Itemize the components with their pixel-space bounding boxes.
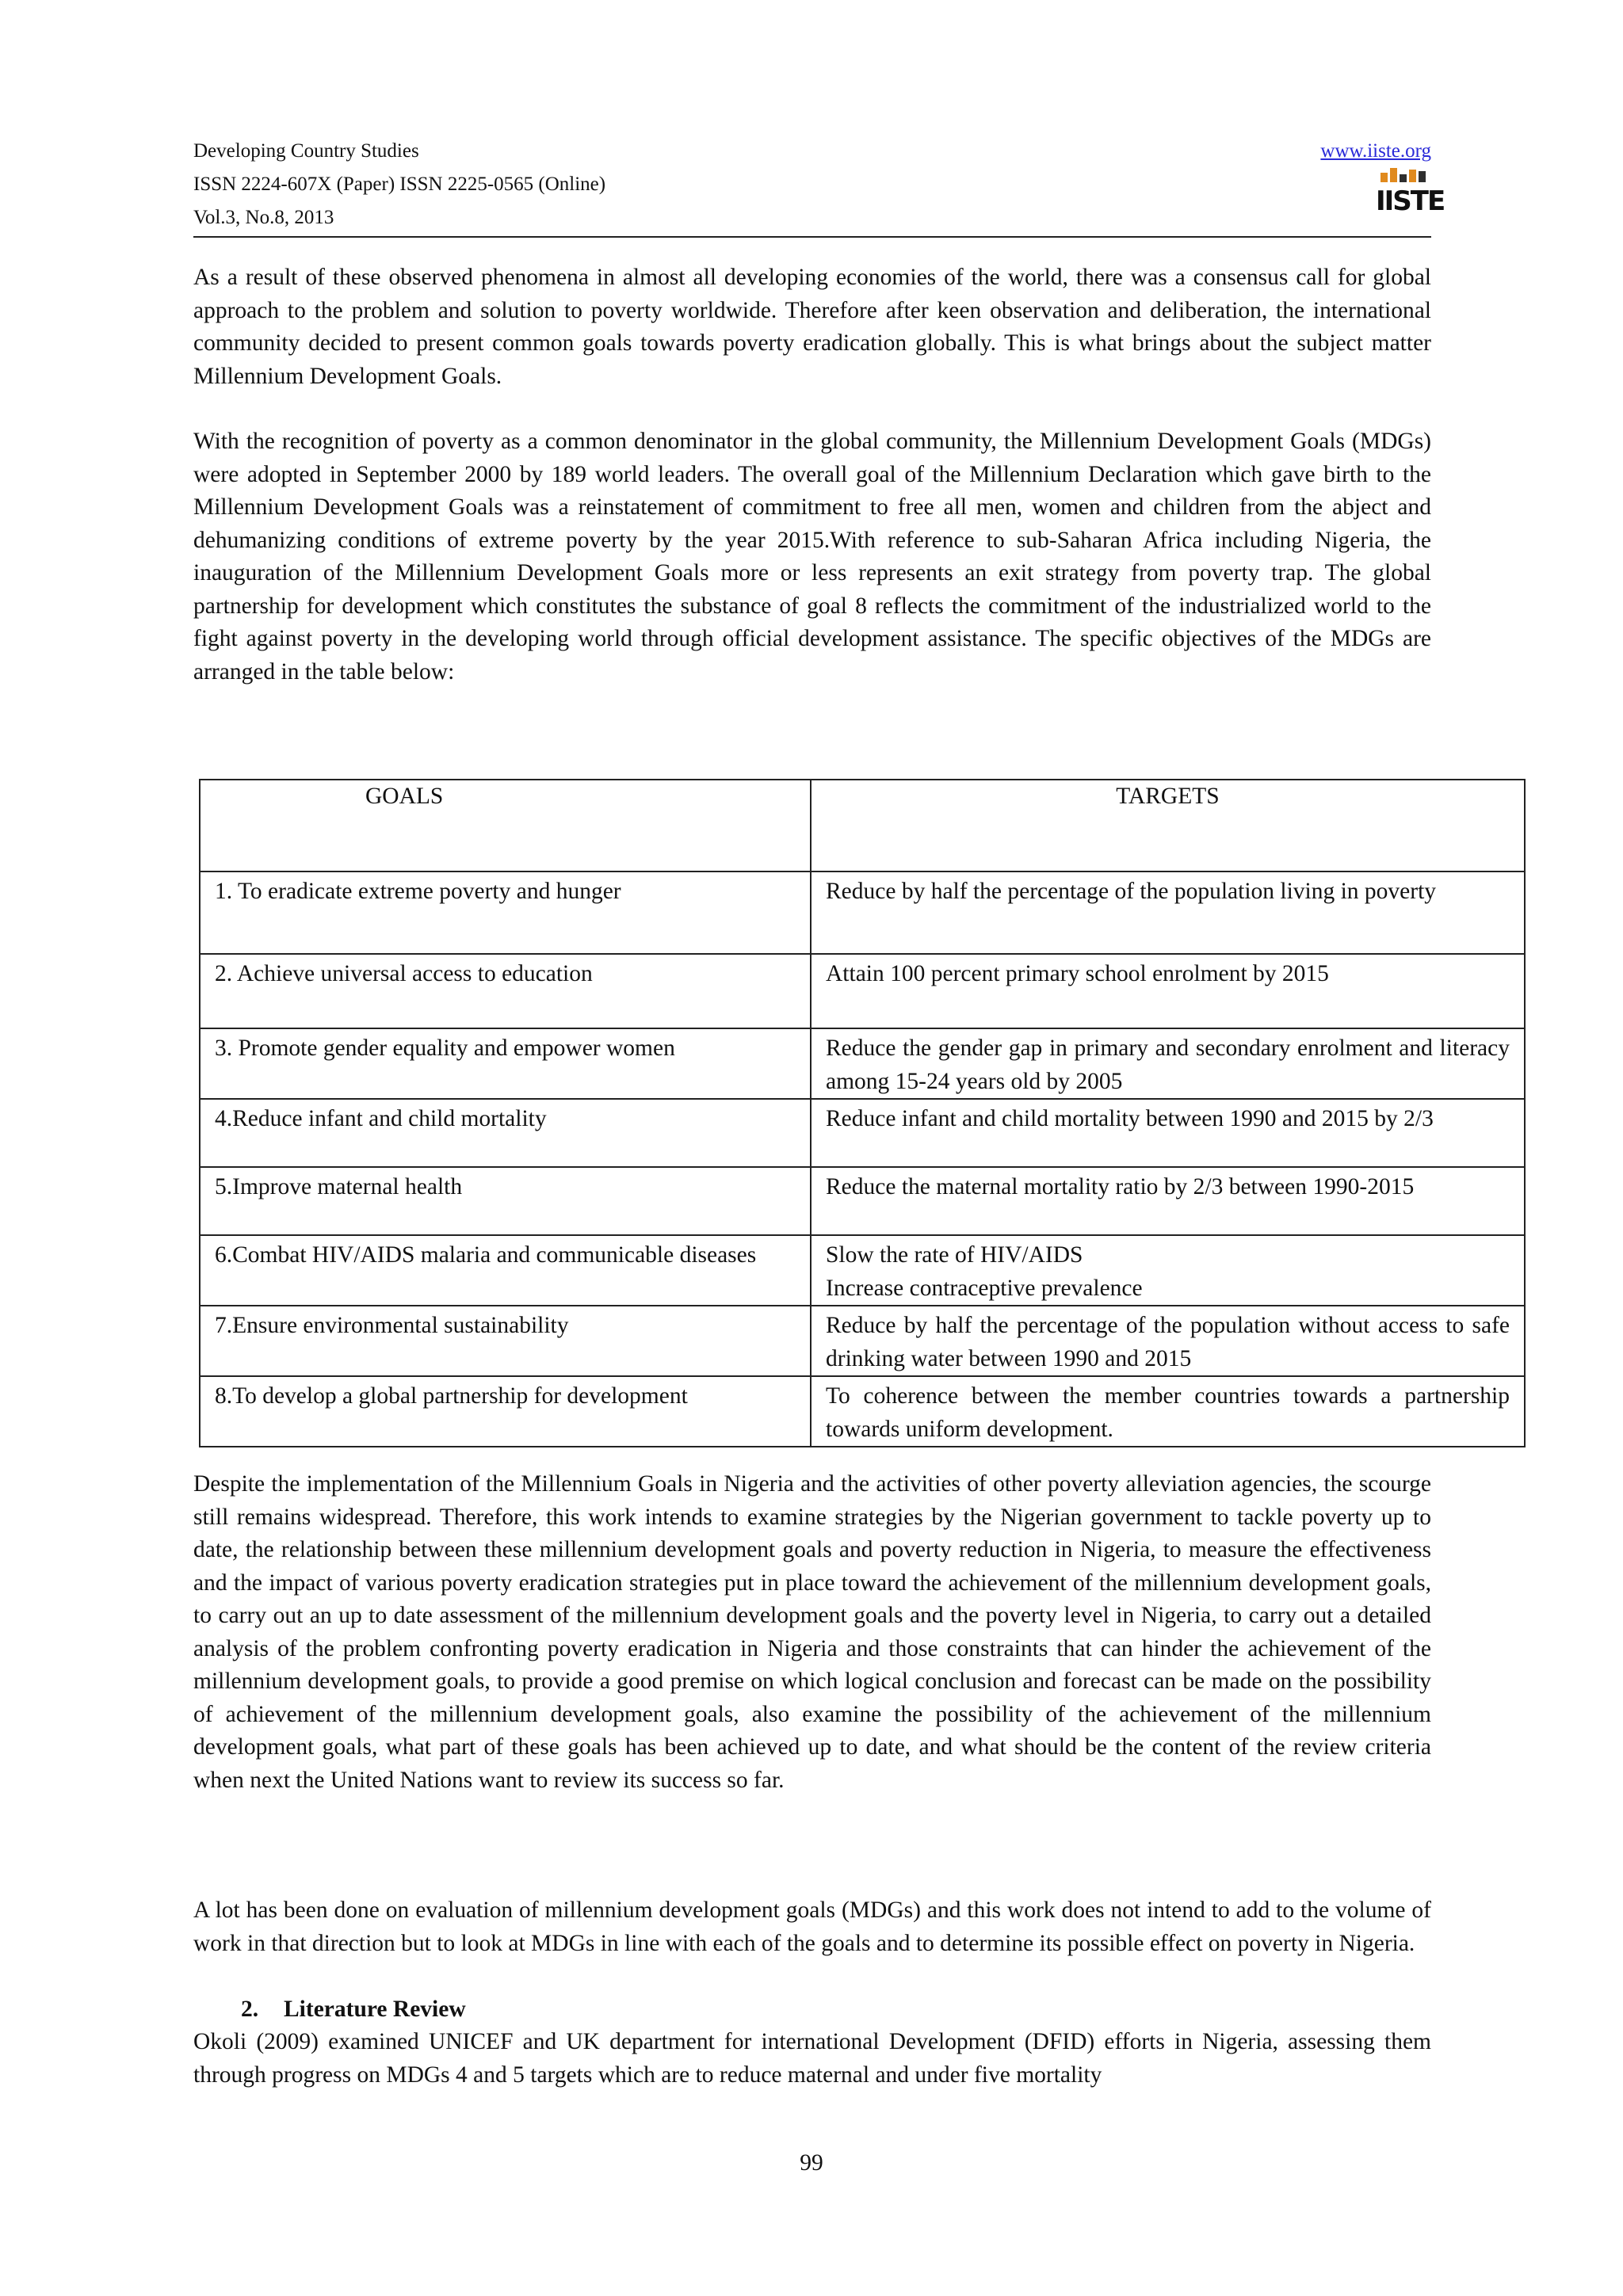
goal-cell: 6.Combat HIV/AIDS malaria and communicable diseases xyxy=(200,1235,811,1306)
target-cell: Reduce the gender gap in primary and secondary enrolment and literacy among 15-24 years old by 2005 xyxy=(811,1028,1525,1099)
table-row xyxy=(200,1376,1525,1447)
goal-cell: 7.Ensure environmental sustainability xyxy=(200,1306,811,1376)
goal-cell: 1. To eradicate extreme poverty and hunger xyxy=(200,871,811,954)
section-heading-literature-review xyxy=(241,1993,466,2027)
goal-cell: 8.To develop a global partnership for development xyxy=(200,1376,811,1447)
target-cell: To coherence between the member countries towards a partnership towards uniform development. xyxy=(811,1376,1525,1447)
table-row xyxy=(200,1306,1525,1376)
table-row xyxy=(200,1235,1525,1306)
page-header xyxy=(193,133,1445,236)
target-cell: Reduce infant and child mortality between 1990 and 2015 by 2/3 xyxy=(811,1099,1525,1167)
goal-cell: 4.Reduce infant and child mortality xyxy=(200,1099,811,1167)
page-number: 99 xyxy=(800,2150,823,2176)
table-row xyxy=(200,1167,1525,1235)
journal-url-link[interactable]: www.iiste.org xyxy=(1320,140,1431,162)
journal-volume: Vol.3, No.8, 2013 xyxy=(193,207,334,228)
target-cell xyxy=(811,1235,1525,1306)
logo-bars-graphic xyxy=(1381,168,1428,182)
target-line: Increase contraceptive prevalence xyxy=(826,1275,1143,1301)
paragraph-consensus: As a result of these observed phenomena in almost all developing economies of the world, there was a consensus call for global approach to the problem and solution to poverty worldwide. Therefore after keen observation and deliberation, the international community decided to present common goals towards poverty eradication globally. This is what brings about the subject matter Millennium Development Goals. xyxy=(193,265,1431,389)
logo-wordmark: IISTE xyxy=(1376,185,1445,217)
target-line: Slow the rate of HIV/AIDS xyxy=(826,1242,1083,1268)
table-row xyxy=(200,954,1525,1028)
journal-name: Developing Country Studies xyxy=(193,140,419,162)
column-header-goals: GOALS xyxy=(200,780,811,871)
table-row xyxy=(200,1028,1525,1099)
journal-issn: ISSN 2224-607X (Paper) ISSN 2225-0565 (Online) xyxy=(193,174,606,195)
paragraph-mdg-adoption: With the recognition of poverty as a common denominator in the global community, the Millennium Development Goals (MDGs) were adopted in September 2000 by 189 world leaders. The overall goal of the Millennium Declaration which gave birth to the Millennium Development Goals was a reinstatement of commitment to free all men, women and children from the abject and dehumanizing conditions of extreme poverty by the year 2015.With reference to sub-Saharan Africa including Nigeria, the inauguration of the Millennium Development Goals more or less represents an exit strategy from poverty trap. The global partnership for development which constitutes the substance of goal 8 reflects the commitment of the industrialized world to the fight against poverty in the developing world through official development assistance. The specific objectives of the MDGs are arranged in the table below: xyxy=(193,429,1431,685)
goal-cell: 5.Improve maternal health xyxy=(200,1167,811,1235)
mdg-goals-table xyxy=(199,779,1526,1447)
goal-cell: 2. Achieve universal access to education xyxy=(200,954,811,1028)
iiste-logo xyxy=(1376,168,1445,225)
target-cell: Attain 100 percent primary school enrolment by 2015 xyxy=(811,954,1525,1028)
paragraph-study-objectives: Despite the implementation of the Millennium Goals in Nigeria and the activities of other poverty alleviation agencies, the scourge still remains widespread. Therefore, this work intends to examine strategies by the Nigerian government to tackle poverty up to date, the relationship between these millennium development goals and poverty reduction in Nigeria, to measure the effectiveness and the impact of various poverty eradication strategies put in place toward the achievement of the millennium development goals, to carry out an up to date assessment of the millennium development goals and the poverty level in Nigeria, to carry out a detailed analysis of the problem confronting poverty eradication in Nigeria and those constraints that can hinder the achievement of the millennium development goals, to provide a good premise on which logical conclusion and forecast can be made on the possibility of achievement of the millennium development goals, also examine the possibility of the achievement of the millennium development goals, what part of these goals has been achieved up to date, and what should be the content of the review criteria when next the United Nations want to review its success so far. xyxy=(193,1471,1431,1793)
goal-cell: 3. Promote gender equality and empower women xyxy=(200,1028,811,1099)
target-cell: Reduce by half the percentage of the population living in poverty xyxy=(811,871,1525,954)
target-cell: Reduce by half the percentage of the population without access to safe drinking water between 1990 and 2015 xyxy=(811,1306,1525,1376)
table-row xyxy=(200,1099,1525,1167)
paragraph-evaluation: A lot has been done on evaluation of millennium development goals (MDGs) and this work does not intend to add to the volume of work in that direction but to look at MDGs in line with each of the goals and to determine its possible effect on poverty in Nigeria. xyxy=(193,1897,1431,1956)
section-title: Literature Review xyxy=(284,1997,466,2022)
paragraph-okoli: Okoli (2009) examined UNICEF and UK department for international Development (DFID) efforts in Nigeria, assessing them through progress on MDGs 4 and 5 targets which are to reduce maternal and under five mortality xyxy=(193,2029,1431,2088)
header-divider xyxy=(193,236,1431,238)
column-header-targets: TARGETS xyxy=(811,780,1525,871)
table-row xyxy=(200,871,1525,954)
table-header-row xyxy=(200,780,1525,871)
section-number: 2. xyxy=(241,1997,259,2022)
target-cell: Reduce the maternal mortality ratio by 2/3 between 1990-2015 xyxy=(811,1167,1525,1235)
